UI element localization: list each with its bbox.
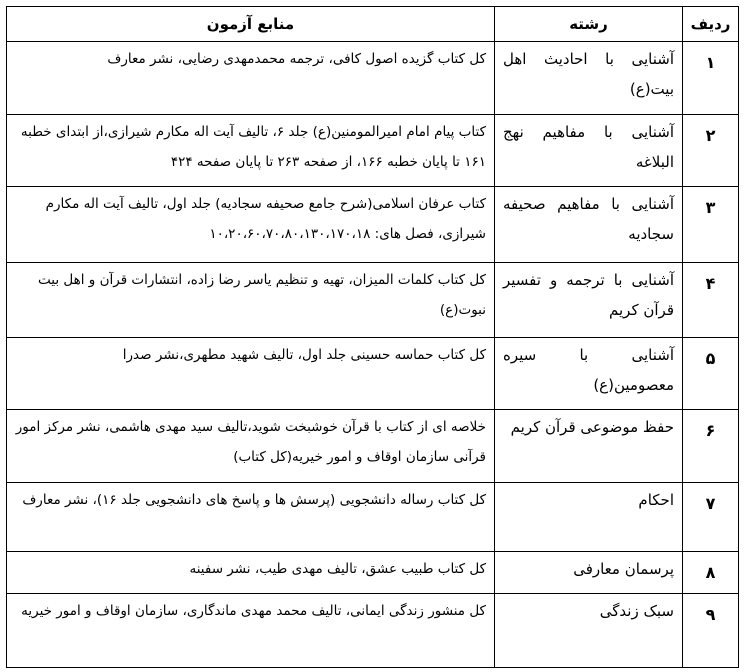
row-field: آشنایی با احادیث اهل بیت(ع) [495, 42, 683, 115]
row-field: آشنایی با مفاهیم صحیفه سجادیه [495, 187, 683, 263]
row-sources: کل منشور زندگی ایمانی، تالیف محمد مهدی ماندگاری، سازمان اوقاف و امور خیریه [7, 594, 495, 668]
row-number: ۹ [683, 594, 739, 668]
row-sources: کل کتاب گزیده اصول کافی، ترجمه محمدمهدی رضایی، نشر معارف [7, 42, 495, 115]
row-field: پرسمان معارفی [495, 551, 683, 593]
row-field: آشنایی با ترجمه و تفسیر قرآن کریم [495, 263, 683, 338]
exam-sources-table [6, 6, 739, 668]
row-field: آشنایی با مفاهیم نهج البلاغه [495, 114, 683, 187]
row-number: ۲ [683, 114, 739, 187]
row-field: آشنایی با سیره معصومین(ع) [495, 337, 683, 410]
row-field: سبک زندگی [495, 594, 683, 668]
table-row [7, 187, 739, 263]
row-field: احکام [495, 483, 683, 552]
table-row [7, 337, 739, 410]
row-number: ۵ [683, 337, 739, 410]
row-number: ۷ [683, 483, 739, 552]
header-field: رشته [495, 7, 683, 42]
row-number: ۸ [683, 551, 739, 593]
row-sources: کل کتاب حماسه حسینی جلد اول، تالیف شهید مطهری،نشر صدرا [7, 337, 495, 410]
header-sources: منابع آزمون [7, 7, 495, 42]
row-number: ۶ [683, 410, 739, 483]
table-row [7, 483, 739, 552]
row-sources: کل کتاب طبیب عشق، تالیف مهدی طیب، نشر سفینه [7, 551, 495, 593]
row-sources: خلاصه ای از کتاب با قرآن خوشبخت شوید،تالیف سید مهدی هاشمی، نشر مرکز امور قرآنی سازمان اوقاف و امور خیریه(کل کتاب) [7, 410, 495, 483]
table-row [7, 410, 739, 483]
row-sources: کتاب عرفان اسلامی(شرح جامع صحیفه سجادیه) جلد اول، تالیف آیت اله مکارم شیرازی، فصل های: ۱۰،۲۰،۶۰،۷۰،۸۰،۱۳۰،۱۷۰،۱۸ [7, 187, 495, 263]
table-row [7, 263, 739, 338]
row-number: ۴ [683, 263, 739, 338]
row-sources: کل کتاب کلمات المیزان، تهیه و تنظیم یاسر رضا زاده، انتشارات قرآن و اهل بیت نبوت(ع) [7, 263, 495, 338]
table-row [7, 594, 739, 668]
row-field: حفظ موضوعی قرآن کریم [495, 410, 683, 483]
table-row [7, 114, 739, 187]
row-sources: کل کتاب رساله دانشجویی (پرسش ها و پاسخ های دانشجویی جلد ۱۶)، نشر معارف [7, 483, 495, 552]
table-row [7, 551, 739, 593]
header-num: ردیف [683, 7, 739, 42]
row-number: ۱ [683, 42, 739, 115]
row-sources: کتاب پیام امام امیرالمومنین(ع) جلد ۶، تالیف آیت اله مکارم شیرازی،از ابتدای خطبه ۱۶۱ تا پایان خطبه ۱۶۶، از صفحه ۲۶۳ تا پایان صفحه ۴۲۴ [7, 114, 495, 187]
row-number: ۳ [683, 187, 739, 263]
table-row [7, 42, 739, 115]
header-row [7, 7, 739, 42]
